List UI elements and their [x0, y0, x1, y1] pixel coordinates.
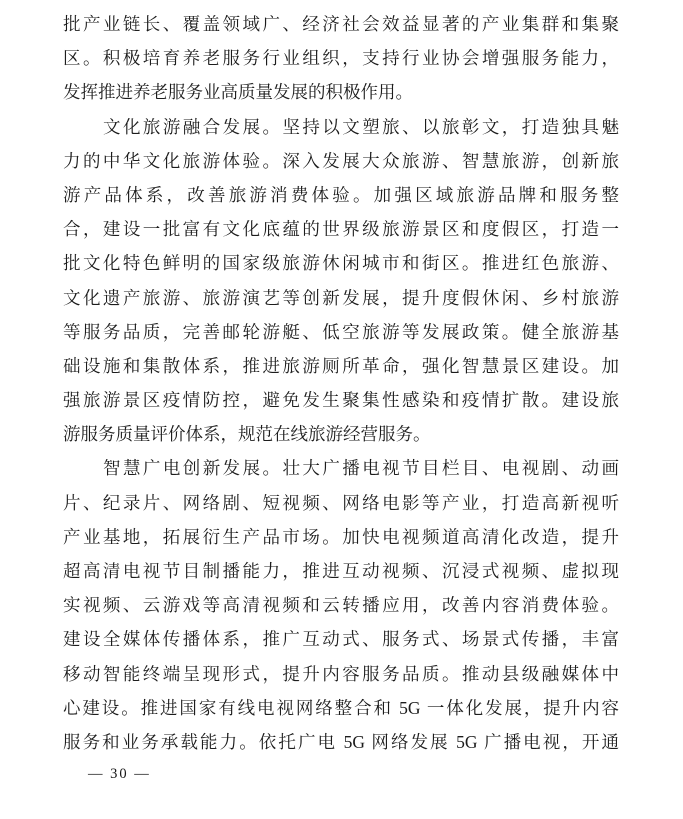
document-body — [63, 7, 619, 759]
text-line: 实视频、云游戏等高清视频和云转播应用，改善内容消费体验。 — [63, 595, 619, 616]
text-line: 发挥推进养老服务业高质量发展的积极作用。 — [63, 82, 413, 103]
text-line: 等服务品质，完善邮轮游艇、低空旅游等发展政策。健全旅游基 — [63, 321, 619, 342]
text-line: 合，建设一批富有文化底蕴的世界级旅游景区和度假区，打造一 — [63, 219, 619, 240]
text-line: 片、纪录片、网络剧、短视频、网络电影等产业，打造高新视听 — [63, 492, 619, 513]
text-line: 文化旅游融合发展。坚持以文塑旅、以旅彰文，打造独具魅 — [103, 116, 619, 137]
text-line: 力的中华文化旅游体验。深入发展大众旅游、智慧旅游，创新旅 — [63, 150, 619, 171]
text-line: 文化遗产旅游、旅游演艺等创新发展，提升度假休闲、乡村旅游 — [63, 287, 619, 308]
text-line: 智慧广电创新发展。壮大广播电视节目栏目、电视剧、动画 — [103, 458, 619, 479]
text-line: 批产业链长、覆盖领域广、经济社会效益显著的产业集群和集聚 — [63, 14, 619, 34]
text-line: 服务和业务承载能力。依托广电 5G 网络发展 5G 广播电视，开通 — [63, 731, 619, 752]
text-line: 批文化特色鲜明的国家级旅游休闲城市和街区。推进红色旅游、 — [63, 253, 619, 274]
text-line: 心建设。推进国家有线电视网络整合和 5G 一体化发展，提升内容 — [63, 697, 619, 718]
text-line: 游服务质量评价体系，规范在线旅游经营服务。 — [63, 424, 431, 445]
text-line: 建设全媒体传播体系，推广互动式、服务式、场景式传播，丰富 — [63, 629, 619, 650]
text-line: 区。积极培育养老服务行业组织，支持行业协会增强服务能力， — [63, 48, 619, 69]
text-line: 超高清电视节目制播能力，推进互动视频、沉浸式视频、虚拟现 — [63, 561, 619, 581]
text-line: 础设施和集散体系，推进旅游厕所革命，强化智慧景区建设。加 — [63, 355, 619, 376]
text-line: 产业基地，拓展衍生产品市场。加快电视频道高清化改造，提升 — [63, 526, 619, 547]
text-line: 游产品体系，改善旅游消费体验。加强区域旅游品牌和服务整 — [63, 184, 619, 205]
text-line: 移动智能终端呈现形式，提升内容服务品质。推动县级融媒体中 — [63, 663, 619, 684]
text-line: 强旅游景区疫情防控，避免发生聚集性感染和疫情扩散。建设旅 — [63, 390, 619, 411]
page-number: — 30 — — [88, 766, 151, 782]
